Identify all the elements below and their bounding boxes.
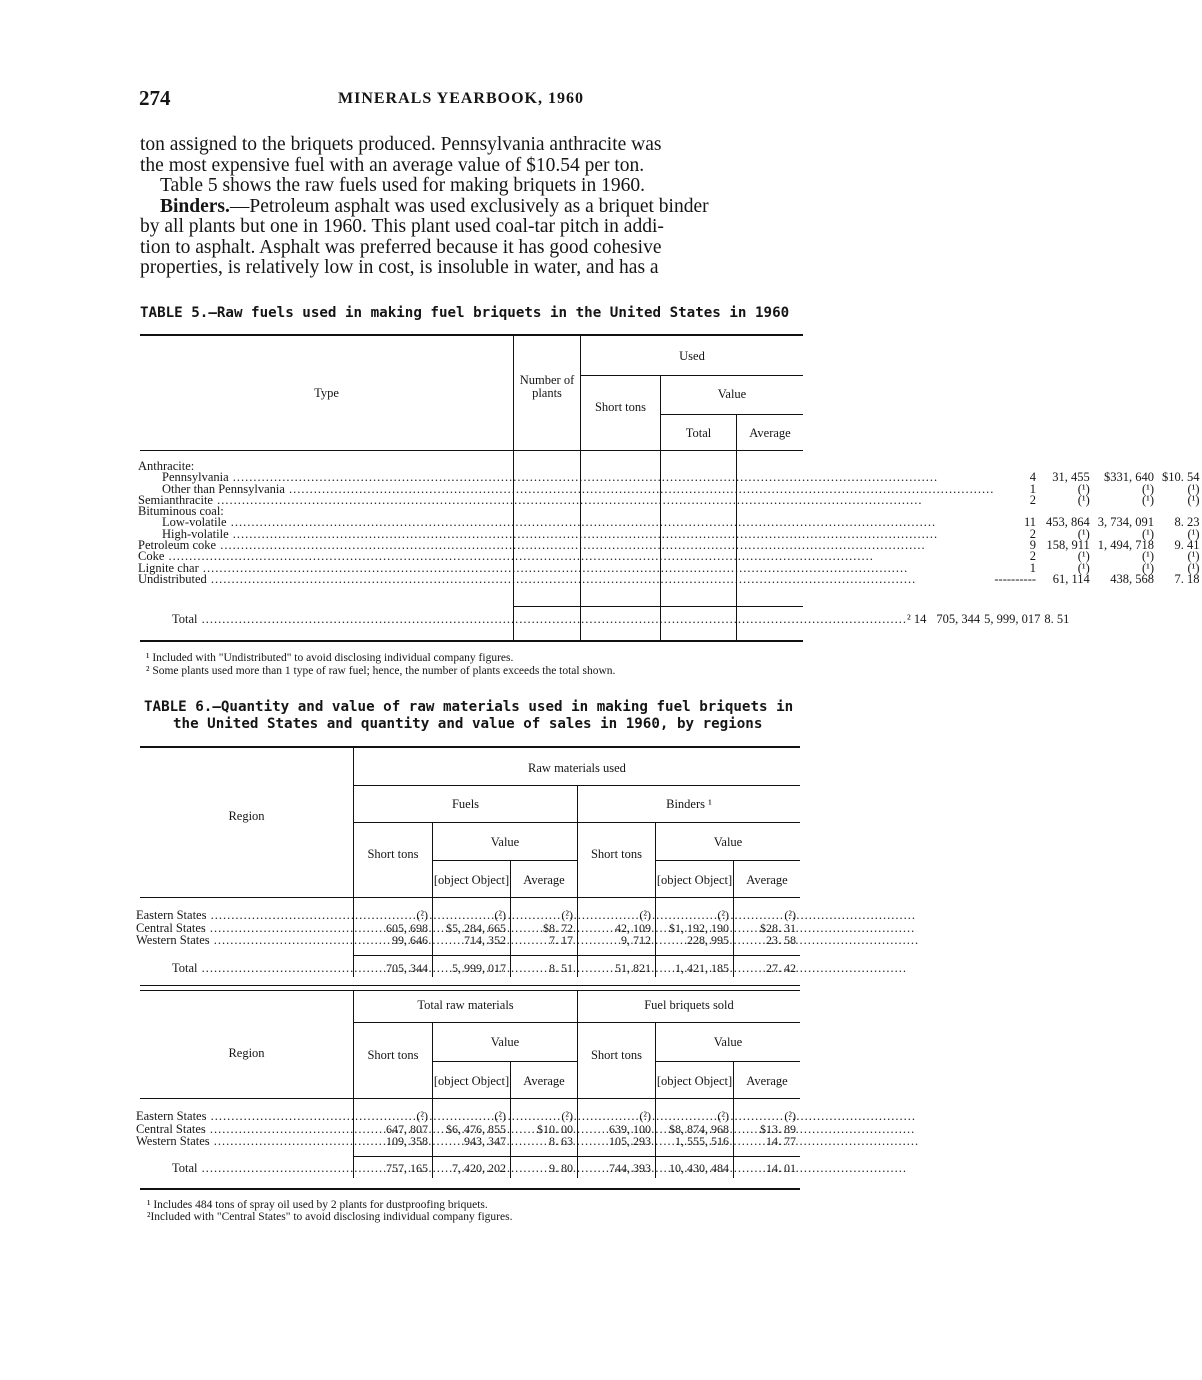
tons-value: 158, 911 bbox=[1046, 538, 1090, 553]
page-number: 274 bbox=[139, 86, 171, 110]
table6-footnote: ¹ Includes 484 tons of spray oil used by 2 plants for dustproofing briquets. bbox=[147, 1199, 488, 1211]
plants-value: 2 bbox=[1029, 526, 1037, 541]
body-line: ton assigned to the briquets produced. Pennsylvania anthracite was bbox=[140, 134, 662, 155]
table6-header-short-tons: Short tons bbox=[367, 847, 419, 861]
body-line: Table 5 shows the raw fuels used for making briquets in 1960. bbox=[160, 175, 645, 196]
tons-value-cell bbox=[1046, 492, 1098, 507]
table-cell: 605, 698 bbox=[386, 920, 428, 935]
table-cell: 105, 293 bbox=[609, 1134, 651, 1148]
plants-value: 9 bbox=[1029, 538, 1037, 553]
table-cell: (²) bbox=[561, 908, 573, 922]
table-cell: 8. 63 bbox=[549, 1134, 573, 1148]
plants-value-cell bbox=[994, 526, 1046, 541]
region-label: Central States ..... bbox=[136, 1123, 350, 1135]
table-cell: (²) bbox=[494, 908, 506, 922]
tons-value-cell bbox=[1046, 481, 1098, 496]
table-cell: $8. 72 bbox=[543, 920, 573, 935]
table5-footnote: ¹ Included with "Undistributed" to avoid disclosing individual company figures. bbox=[146, 652, 514, 664]
row-label: Lignite char ..... bbox=[138, 563, 994, 574]
plants-value: 11 bbox=[1023, 515, 1037, 530]
table6-footnote: ²Included with "Central States" to avoid disclosing individual company figures. bbox=[147, 1211, 513, 1223]
plants-value-cell bbox=[994, 517, 1046, 528]
table-cell: $1, 192, 190 bbox=[669, 920, 729, 935]
table6-header-total-raw: Total raw materials bbox=[417, 998, 514, 1012]
table-cell: 51, 821 bbox=[615, 961, 651, 975]
total-label: Total ..... bbox=[172, 962, 350, 974]
table6-header-total: [object Object] bbox=[433, 873, 510, 887]
total-value: 1, 494, 718 bbox=[1097, 538, 1155, 553]
table5-footnote: ² Some plants used more than 1 type of raw fuel; hence, the number of plants exceeds the total shown. bbox=[146, 665, 616, 677]
row-label: High-volatile ..... bbox=[162, 529, 994, 540]
total-value: 5, 999, 017 bbox=[984, 612, 1041, 626]
total-value: $331, 640 bbox=[1104, 470, 1155, 485]
table-cell: 705, 344 bbox=[386, 961, 428, 975]
table-cell: 23. 58 bbox=[766, 933, 796, 947]
average-value: (¹) bbox=[1187, 549, 1200, 564]
table6-header-briquets-sold: Fuel briquets sold bbox=[644, 998, 734, 1012]
total-tons: 705, 344 bbox=[936, 612, 981, 626]
table-cell: 8. 51 bbox=[549, 961, 573, 975]
table-row bbox=[138, 495, 1202, 506]
table-cell: $5, 284, 665 bbox=[446, 920, 506, 935]
table6-header-average: Average bbox=[523, 873, 565, 887]
body-text bbox=[140, 135, 804, 279]
plants-value: 1 bbox=[1029, 481, 1037, 496]
plants-value-cell bbox=[994, 481, 1046, 496]
table5-header-rule bbox=[140, 450, 803, 451]
average-value-cell bbox=[1162, 492, 1202, 507]
table-cell: (²) bbox=[639, 908, 651, 922]
body-line: —Petroleum asphalt was used exclusively as a briquet binder bbox=[229, 195, 709, 217]
table-cell: $10. 00 bbox=[537, 1121, 573, 1136]
tons-value-cell bbox=[1046, 551, 1098, 562]
total-value: 3, 734, 091 bbox=[1097, 515, 1155, 530]
row-label-cell bbox=[138, 492, 994, 507]
row-label: Other than Pennsylvania ..... bbox=[162, 484, 994, 495]
table6-block-rule bbox=[140, 990, 800, 991]
table6-total-rule bbox=[353, 955, 800, 956]
plants-value-cell bbox=[994, 472, 1046, 483]
table-row bbox=[138, 574, 1202, 585]
table6-header-total: [object Object] bbox=[656, 873, 733, 887]
table5 bbox=[138, 461, 1202, 585]
tons-value: 61, 114 bbox=[1052, 571, 1090, 586]
tons-value-cell bbox=[1046, 540, 1098, 551]
table-cell: 9. 80 bbox=[549, 1161, 573, 1175]
table6-value-rule bbox=[432, 860, 577, 861]
table5-header-plants: Number of plants bbox=[519, 373, 575, 400]
row-label-cell bbox=[138, 571, 994, 586]
table6-header-binders: Binders ¹ bbox=[666, 797, 712, 811]
total-value: 438, 568 bbox=[1110, 571, 1155, 586]
tons-value-cell bbox=[1046, 571, 1098, 586]
table-row bbox=[138, 614, 1073, 625]
table5-top-rule bbox=[140, 334, 803, 336]
table5-total-rule bbox=[513, 606, 803, 607]
table-cell: 647, 807 bbox=[386, 1121, 428, 1136]
table-cell: 9, 712 bbox=[621, 933, 651, 947]
plants-value: 2 bbox=[1029, 549, 1037, 564]
body-line: by all plants but one in 1960. This plant used coal-tar pitch in addi- bbox=[140, 216, 664, 237]
table6-block-rule bbox=[140, 985, 800, 986]
plants-value-cell bbox=[994, 461, 1046, 472]
total-value: (¹) bbox=[1141, 492, 1155, 507]
row-label: Semianthracite ..... bbox=[138, 495, 994, 506]
table6-header-fuels: Fuels bbox=[451, 797, 480, 811]
table5-header-value: Value bbox=[717, 387, 747, 401]
tons-value: (¹) bbox=[1077, 549, 1090, 564]
table-cell: 639, 100 bbox=[609, 1121, 651, 1136]
plants-value: 2 bbox=[1029, 492, 1037, 507]
table6-sub-rule bbox=[353, 1022, 800, 1023]
table6-header-total: [object Object] bbox=[433, 1074, 510, 1088]
body-line: properties, is relatively low in cost, is insoluble in water, and has a bbox=[140, 257, 659, 278]
table5-value-rule bbox=[660, 414, 803, 415]
plants-value-cell bbox=[994, 540, 1046, 551]
average-value: 9. 41 bbox=[1174, 538, 1200, 553]
table6-header-region: Region bbox=[228, 1046, 265, 1060]
region-label: Western States ..... bbox=[136, 934, 350, 946]
table-cell: (²) bbox=[784, 1109, 796, 1123]
table-cell: (²) bbox=[416, 908, 428, 922]
table6-header-short-tons: Short tons bbox=[590, 847, 643, 861]
table6-col-divider bbox=[353, 990, 354, 1178]
table5-header-total: Total bbox=[685, 426, 712, 440]
total-value: (¹) bbox=[1141, 481, 1155, 496]
table-cell: (²) bbox=[561, 1109, 573, 1123]
table5-bottom-rule bbox=[140, 640, 803, 642]
table6-header-average: Average bbox=[746, 873, 788, 887]
table6-caption: TABLE 6.—Quantity and value of raw materials used in making fuel briquets in bbox=[144, 699, 794, 715]
average-value: $10. 54 bbox=[1162, 470, 1200, 485]
plants-value-cell bbox=[994, 492, 1046, 507]
table-cell: 99, 646 bbox=[392, 933, 428, 947]
row-label: Petroleum coke ..... bbox=[138, 540, 994, 551]
average-value-cell bbox=[1162, 571, 1202, 586]
table6-header-value: Value bbox=[713, 1035, 743, 1049]
table-cell: 757, 165 bbox=[386, 1161, 428, 1175]
average-value: 8. 23 bbox=[1174, 515, 1200, 530]
region-label: Eastern States ..... bbox=[136, 1110, 350, 1122]
table-cell: 10, 430, 484 bbox=[669, 1161, 729, 1175]
table6-header-value: Value bbox=[713, 835, 743, 849]
row-label: Undistributed ..... bbox=[138, 574, 994, 585]
table6-sub-rule bbox=[353, 822, 800, 823]
table-cell: 744, 393 bbox=[609, 1161, 651, 1175]
running-title: MINERALS YEARBOOK, 1960 bbox=[338, 90, 584, 107]
row-label: Pennsylvania ..... bbox=[162, 472, 994, 483]
total-label: Total ..... bbox=[172, 1162, 350, 1174]
table-cell: 109, 358 bbox=[386, 1134, 428, 1148]
total-value-cell bbox=[1098, 492, 1162, 507]
table-cell: $8, 874, 968 bbox=[669, 1121, 729, 1136]
table-cell: (²) bbox=[784, 908, 796, 922]
tons-value: 31, 455 bbox=[1052, 470, 1090, 485]
average-value: (¹) bbox=[1187, 492, 1200, 507]
table5-used-rule bbox=[580, 375, 803, 376]
table6-top-rule bbox=[140, 746, 800, 748]
tons-value: 453, 864 bbox=[1046, 515, 1090, 530]
binders-paragraph-start bbox=[140, 197, 804, 218]
table-cell: $6, 476, 855 bbox=[446, 1121, 506, 1136]
table6-header-short-tons: Short tons bbox=[367, 1048, 419, 1062]
tons-value: (¹) bbox=[1077, 492, 1090, 507]
table6-bottom-rule bbox=[140, 1188, 800, 1190]
plants-value: ---------- bbox=[994, 571, 1037, 586]
table6-header-region: Region bbox=[228, 809, 265, 823]
average-value: (¹) bbox=[1187, 526, 1200, 541]
total-label: Total ..... bbox=[172, 614, 907, 625]
table-cell: 1, 555, 516 bbox=[675, 1134, 729, 1148]
region-label: Eastern States ..... bbox=[136, 909, 350, 921]
table5-header-used: Used bbox=[679, 349, 705, 363]
average-value: (¹) bbox=[1187, 560, 1200, 575]
average-value: 7. 18 bbox=[1174, 571, 1200, 586]
table-cell: 714, 352 bbox=[464, 933, 506, 947]
table-cell: (²) bbox=[717, 908, 729, 922]
table6-caption: the United States and quantity and value of sales in 1960, by regions bbox=[173, 716, 763, 732]
region-label: Central States ..... bbox=[136, 922, 350, 934]
table6-value-rule bbox=[432, 1061, 577, 1062]
table5-body bbox=[138, 461, 1202, 585]
table-cell: 7. 17 bbox=[549, 933, 573, 947]
table5-total bbox=[138, 614, 1073, 625]
plants-value-cell bbox=[994, 551, 1046, 562]
tons-value: (¹) bbox=[1077, 560, 1090, 575]
binders-heading: Binders. bbox=[160, 195, 230, 217]
plants-value: 1 bbox=[1029, 560, 1037, 575]
table-cell: 1, 421, 185 bbox=[675, 961, 729, 975]
table6-header-short-tons: Short tons bbox=[590, 1048, 643, 1062]
total-plants: ² 14 bbox=[907, 612, 927, 626]
table-cell: 42, 109 bbox=[615, 920, 651, 935]
table6-header-value: Value bbox=[490, 835, 520, 849]
table6-col-divider bbox=[577, 786, 578, 977]
row-label: Bituminous coal: bbox=[138, 504, 224, 519]
table6-col-divider bbox=[577, 990, 578, 1178]
table6-total-rule bbox=[353, 1156, 800, 1157]
table6-header-average: Average bbox=[746, 1074, 788, 1088]
plants-value-cell bbox=[994, 571, 1046, 586]
table-cell: $13. 89 bbox=[760, 1121, 796, 1136]
total-average: 8. 51 bbox=[1044, 612, 1070, 626]
tons-value-cell bbox=[1046, 472, 1098, 483]
table-cell: (²) bbox=[494, 1109, 506, 1123]
plants-value-cell bbox=[994, 506, 1046, 517]
total-value-cell bbox=[1098, 571, 1162, 586]
table6-header-average: Average bbox=[523, 1074, 565, 1088]
row-label: Low-volatile ..... bbox=[162, 517, 994, 528]
table6-value-rule bbox=[655, 860, 800, 861]
table-cell: 14. 77 bbox=[766, 1134, 796, 1148]
table-cell: 943, 347 bbox=[464, 1134, 506, 1148]
table5-caption: TABLE 5.—Raw fuels used in making fuel briquets in the United States in 1960 bbox=[140, 305, 790, 321]
plants-value: 4 bbox=[1029, 470, 1037, 485]
tons-value: (¹) bbox=[1077, 526, 1090, 541]
table6-header-total: [object Object] bbox=[656, 1074, 733, 1088]
table-cell: 5, 999, 017 bbox=[452, 961, 506, 975]
table-cell: 228, 995 bbox=[687, 933, 729, 947]
table-cell: (²) bbox=[639, 1109, 651, 1123]
table5-header-average: Average bbox=[749, 426, 791, 440]
table-cell: (²) bbox=[717, 1109, 729, 1123]
table6-header-rule bbox=[140, 1098, 800, 1099]
table6-value-rule bbox=[655, 1061, 800, 1062]
table6-header-raw-materials: Raw materials used bbox=[528, 761, 626, 775]
table-cell: 14. 01 bbox=[766, 1161, 796, 1175]
table6-header-rule bbox=[140, 897, 800, 898]
body-line: the most expensive fuel with an average value of $10.54 per ton. bbox=[140, 154, 645, 176]
tons-value-cell bbox=[1046, 517, 1098, 528]
table-cell: 7, 420, 202 bbox=[452, 1161, 506, 1175]
total-value: (¹) bbox=[1141, 560, 1155, 575]
table-cell: (²) bbox=[416, 1109, 428, 1123]
region-label: Western States ..... bbox=[136, 1135, 350, 1147]
row-label: Coke ..... bbox=[138, 551, 994, 562]
total-value: (¹) bbox=[1141, 549, 1155, 564]
table5-header-type: Type bbox=[314, 386, 339, 400]
body-line: tion to asphalt. Asphalt was preferred because it has good cohesive bbox=[140, 236, 662, 258]
average-value: (¹) bbox=[1187, 481, 1200, 496]
table5-header-short-tons: Short tons bbox=[594, 400, 647, 414]
tons-value: (¹) bbox=[1077, 481, 1090, 496]
table-cell: $28. 31 bbox=[760, 920, 796, 935]
total-value: (¹) bbox=[1141, 526, 1155, 541]
row-label: Anthracite: bbox=[138, 459, 195, 473]
table-cell: 27. 42 bbox=[766, 961, 796, 975]
table6-header-value: Value bbox=[490, 1035, 520, 1049]
